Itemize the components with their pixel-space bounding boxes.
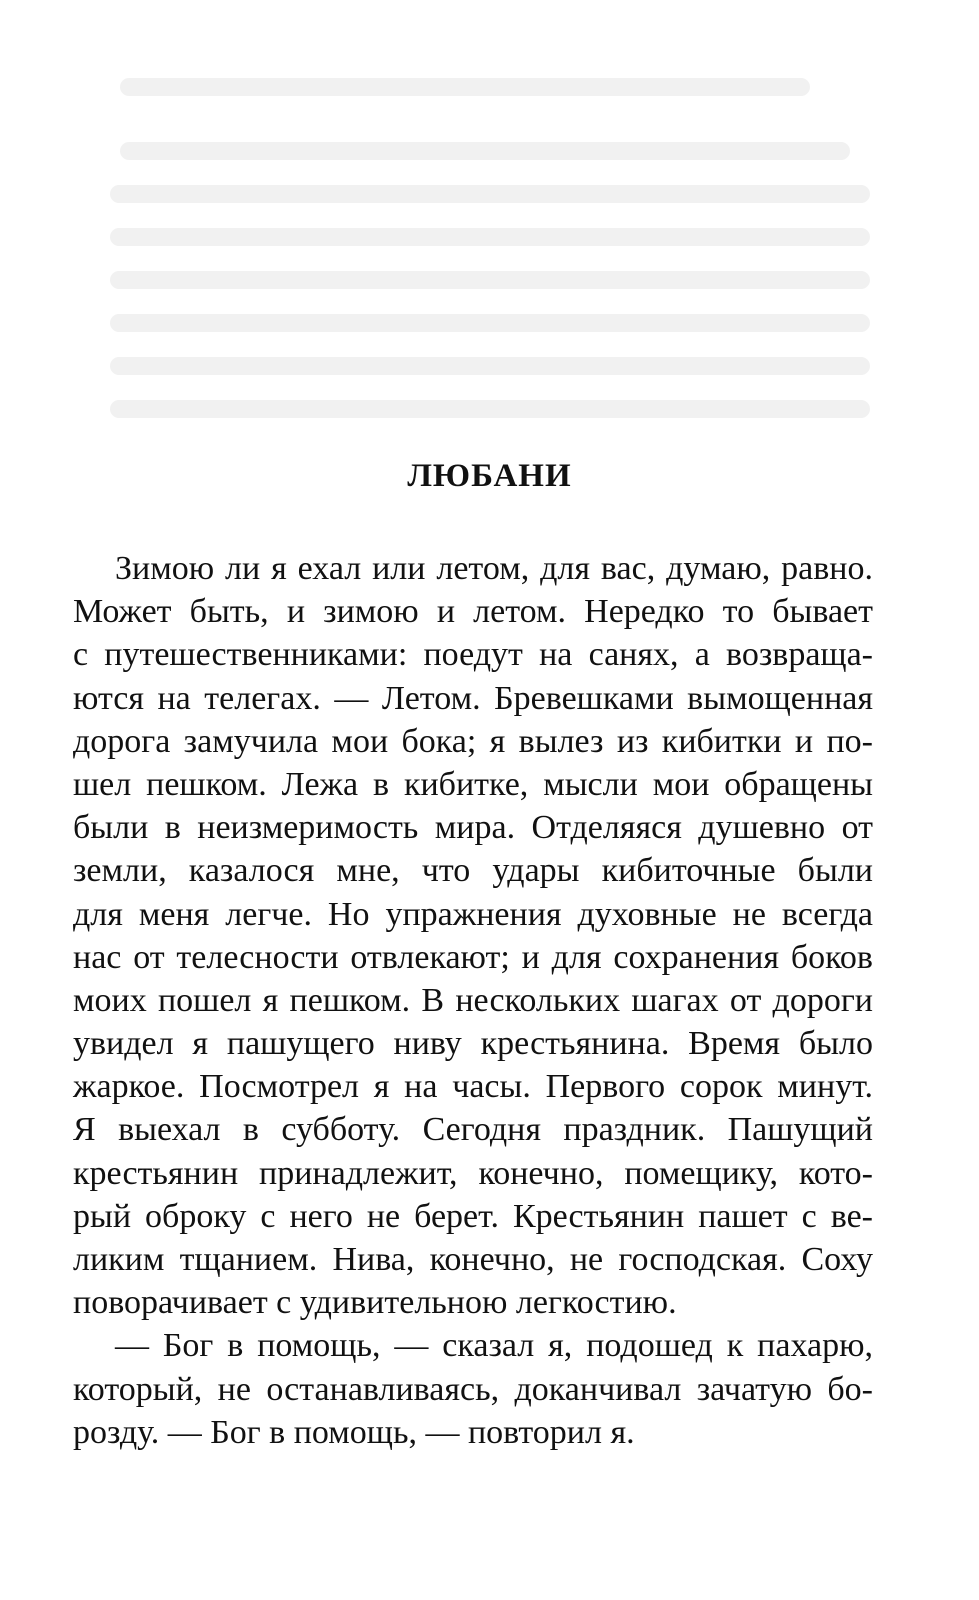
show-through-smudge [110, 185, 870, 203]
text-line: для меня легче. Но упражнения духовные не всегда [73, 895, 873, 933]
text-line: Я выехал в субботу. Сегодня праздник. Пашущий [73, 1111, 873, 1149]
show-through-smudge [110, 400, 870, 418]
text-line: жаркое. Посмотрел я на часы. Первого сорок минут. [73, 1068, 873, 1106]
chapter-title: ЛЮБАНИ [407, 458, 572, 494]
body-text [73, 547, 873, 1454]
text-line: ликим тщанием. Нива, конечно, не господская. Соху [73, 1241, 873, 1278]
show-through-smudge [110, 228, 870, 246]
text-line: розду. — Бог в помощь, — повторил я. [73, 1413, 635, 1451]
text-line: были в неизмеримость мира. Отделяяся душевно от [73, 809, 873, 847]
text-line: крестьянин принадлежит, конечно, помещику, кото- [73, 1154, 873, 1192]
text-line: земли, казалося мне, что удары кибиточные были [73, 852, 873, 890]
text-line: Может быть, и зимою и летом. Нередко то бывает [73, 593, 873, 631]
text-line: рый оброку с него не берет. Крестьянин пашет с ве- [73, 1197, 873, 1235]
show-through-smudge [110, 357, 870, 375]
text-line: увидел я пашущего ниву крестьянина. Время было [73, 1025, 873, 1063]
text-line: — Бог в помощь, — сказал я, подошед к пахарю, [115, 1327, 873, 1365]
paragraph [73, 547, 873, 1324]
show-through-smudge [120, 142, 850, 160]
text-line: моих пошел я пешком. В нескольких шагах от дороги [73, 981, 873, 1019]
text-line: шел пешком. Лежа в кибитке, мысли мои обращены [73, 765, 873, 803]
text-line: поворачивает с удивительною легкостию. [73, 1284, 677, 1322]
text-line: который, не останавливаясь, доканчивал зачатую бо- [73, 1370, 873, 1408]
text-line: ются на телегах. — Летом. Бревешками вымощенная [73, 679, 873, 717]
text-line: с путешественниками: поедут на санях, а возвраща- [73, 636, 873, 674]
show-through-smudge [110, 314, 870, 332]
show-through-smudge [110, 271, 870, 289]
show-through-smudge [120, 78, 810, 96]
text-line: дорога замучила мои бока; я вылез из кибитки и по- [73, 722, 873, 760]
paragraph [73, 1324, 873, 1454]
text-line: Зимою ли я ехал или летом, для вас, думаю, равно. [115, 550, 873, 587]
text-line: нас от телесности отвлекают; и для сохранения боков [73, 938, 873, 976]
